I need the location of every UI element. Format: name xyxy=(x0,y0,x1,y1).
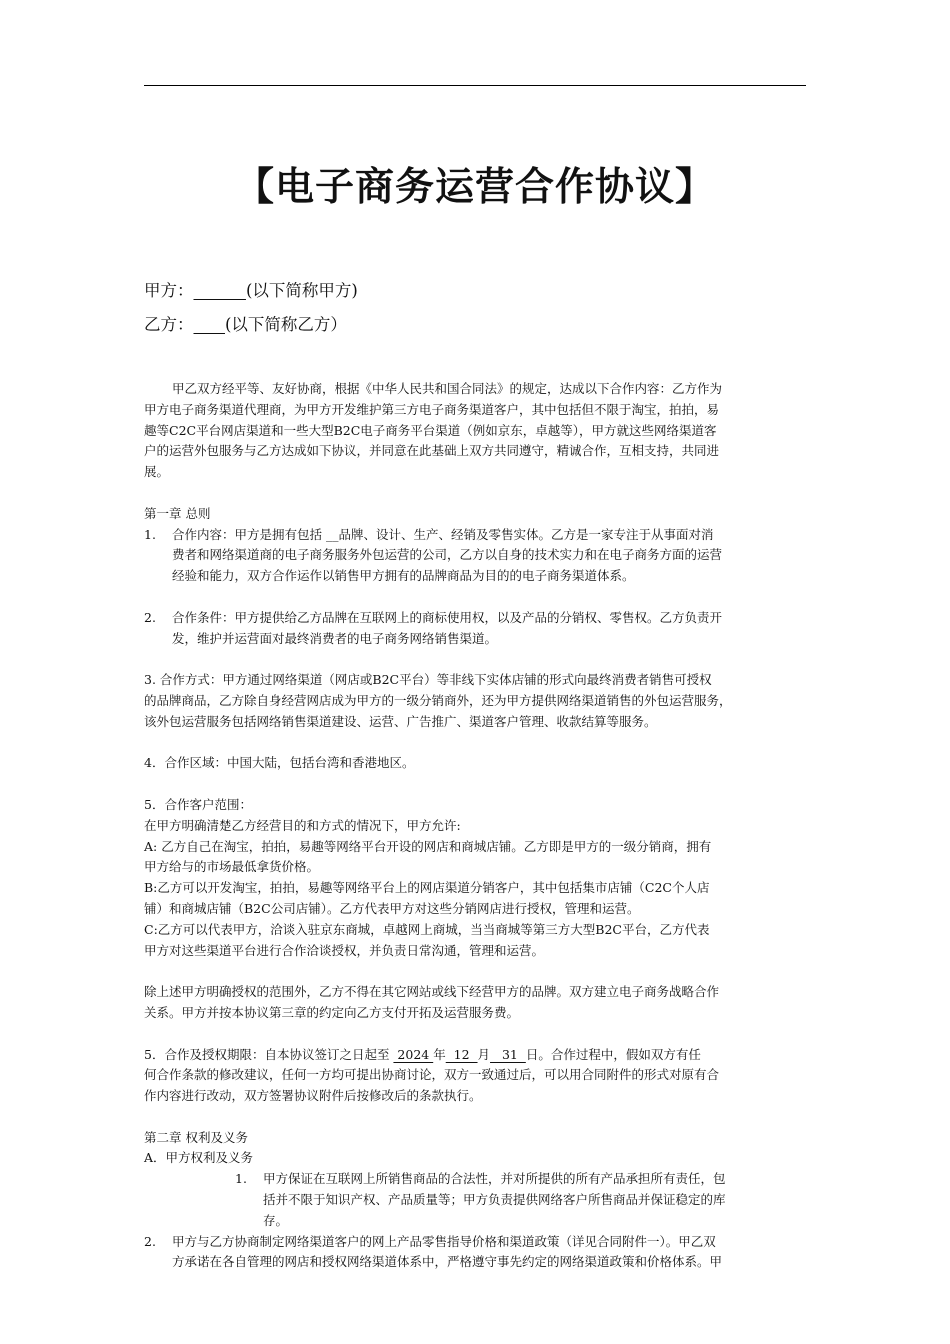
party-b-blank xyxy=(194,315,225,334)
clause-number: 2. xyxy=(144,609,156,625)
clause-1-1 xyxy=(144,525,808,546)
intro-line: 户的运营外包服务与乙方达成如下协议，并同意在此基础上双方共同遵守，精诚合作，互相支持，共同进 xyxy=(144,443,720,459)
section-a-heading: A．甲方权利及义务 xyxy=(144,1150,254,1166)
clause-text: 方承诺在各自管理的网店和授权网络渠道体系中，严格遵守事先约定的网络渠道政策和价格体系。甲 xyxy=(172,1254,723,1270)
clause-2a-2 xyxy=(144,1232,808,1253)
clause-1-3: 3. 合作方式：甲方通过网络渠道（网店或B2C平台）等非线下实体店铺的形式向最终消费者销售可授权 xyxy=(144,672,712,688)
clause-text: 铺）和商城店铺（B2C公司店铺）。乙方代表甲方对这些分销网店进行授权，管理和运营。 xyxy=(144,900,640,916)
clause-text: C:乙方可以代表甲方，洽谈入驻京东商城，卓越网上商城，当当商城等第三方大型B2C平台，乙方代表 xyxy=(144,921,710,937)
chapter-1-heading: 第一章 总则 xyxy=(144,505,211,521)
party-a-label: 甲方： xyxy=(144,281,194,300)
term-clause xyxy=(144,1045,808,1066)
party-b-suffix: (以下简称乙方） xyxy=(224,315,347,334)
clause-text: 甲方对这些渠道平台进行合作洽谈授权，并负责日常沟通，管理和运营。 xyxy=(144,942,545,958)
clause-text: 存。 xyxy=(263,1212,289,1228)
party-a-blank xyxy=(194,281,246,300)
clause-text: A: 乙方自己在淘宝，拍拍，易趣等网络平台开设的网店和商城店铺。乙方即是甲方的一级分销商，拥有 xyxy=(144,838,712,854)
intro-line: 展。 xyxy=(144,464,170,480)
clause-text: B:乙方可以开发淘宝，拍拍，易趣等网络平台上的网店渠道分销客户，其中包括集市店铺（C2C个人店 xyxy=(144,880,710,896)
exclusion-text: 除上述甲方明确授权的范围外，乙方不得在其它网站或线下经营甲方的品牌。双方建立电子商务战略合作 xyxy=(144,984,720,1000)
clause-text: 甲方保证在互联网上所销售商品的合法性，并对所提供的所有产品承担所有责任，包 xyxy=(263,1171,726,1187)
term-year-unit: 年 xyxy=(433,1046,446,1062)
clause-text: 该外包运营服务包括网络销售渠道建设、运营、广告推广、渠道客户管理、收款结算等服务。 xyxy=(144,713,657,729)
intro-line: 甲方电子商务渠道代理商，为甲方开发维护第三方电子商务渠道客户，其中包括但不限于淘宝，拍拍，易 xyxy=(144,401,720,417)
header-rule xyxy=(144,85,806,86)
clause-text: 费者和网络渠道商的电子商务服务外包运营的公司，乙方以自身的技术实力和在电子商务方面的运营 xyxy=(172,547,723,563)
intro-line: 甲乙双方经平等、友好协商，根据《中华人民共和国合同法》的规定，达成以下合作内容：乙方作为 xyxy=(172,381,723,396)
clause-number: 1. xyxy=(144,526,156,542)
clause-number: 1. xyxy=(235,1171,247,1187)
party-a-line xyxy=(144,280,358,302)
clause-1-5: 5．合作客户范围： xyxy=(144,796,252,812)
term-suffix: 日。合作过程中，假如双方有任 xyxy=(525,1046,701,1062)
intro-line: 趣等C2C平台网店渠道和一些大型B2C电子商务平台渠道（例如京东，卓越等），甲方就这些网络渠道客 xyxy=(144,422,717,438)
party-a-suffix: (以下简称甲方) xyxy=(245,281,358,300)
clause-text: 作内容进行改动，双方签署协议附件后按修改后的条款执行。 xyxy=(144,1088,482,1104)
clause-text: 合作条件：甲方提供给乙方品牌在互联网上的商标使用权，以及产品的分销权、零售权。乙方负责开 xyxy=(172,609,723,625)
term-month-unit: 月 xyxy=(477,1046,491,1062)
clause-1-2 xyxy=(144,608,808,629)
clause-text: 括并不限于知识产权、产品质量等；甲方负责提供网络客户所售商品并保证稳定的库 xyxy=(263,1192,726,1208)
term-prefix: 5．合作及授权期限：自本协议签订之日起至 xyxy=(144,1046,394,1062)
party-b-line xyxy=(144,314,347,336)
clause-text: 甲方与乙方协商制定网络渠道客户的网上产品零售指导价格和渠道政策（详见合同附件一）。甲乙双 xyxy=(172,1233,716,1249)
agreement-body xyxy=(144,379,808,1273)
clause-text: 的品牌商品，乙方除自身经营网店成为甲方的一级分销商外，还为甲方提供网络渠道销售的外包运营服务， xyxy=(144,692,732,708)
term-day: 31 xyxy=(490,1046,526,1062)
term-month: 12 xyxy=(445,1046,478,1062)
clause-text: 在甲方明确清楚乙方经营目的和方式的情况下，甲方允许: xyxy=(144,817,461,833)
chapter-2-heading: 第二章 权利及义务 xyxy=(144,1129,248,1145)
clause-text: 甲方给与的市场最低拿货价格。 xyxy=(144,859,320,875)
clause-text: 发，维护并运营面对最终消费者的电子商务网络销售渠道。 xyxy=(172,630,498,646)
clause-text: 合作内容：甲方是拥有包括 __品牌、设计、生产、经销及零售实体。乙方是一家专注于从事面对消 xyxy=(172,526,714,542)
clause-1-4: 4．合作区域：中国大陆，包括台湾和香港地区。 xyxy=(144,755,415,771)
clause-2a-1 xyxy=(144,1169,808,1190)
clause-text: 经验和能力，双方合作运作以销售甲方拥有的品牌商品为目的的电子商务渠道体系。 xyxy=(172,568,635,584)
clause-number: 2. xyxy=(144,1233,156,1249)
term-year: 2024 xyxy=(393,1046,434,1062)
clause-text: 何合作条款的修改建议，任何一方均可提出协商讨论，双方一致通过后，可以用合同附件的形式对原有合 xyxy=(144,1067,720,1083)
exclusion-text: 关系。甲方并按本协议第三章的约定向乙方支付开拓及运营服务费。 xyxy=(144,1004,520,1020)
party-b-label: 乙方： xyxy=(144,315,194,334)
document-title: 【电子商务运营合作协议】 xyxy=(234,165,715,210)
